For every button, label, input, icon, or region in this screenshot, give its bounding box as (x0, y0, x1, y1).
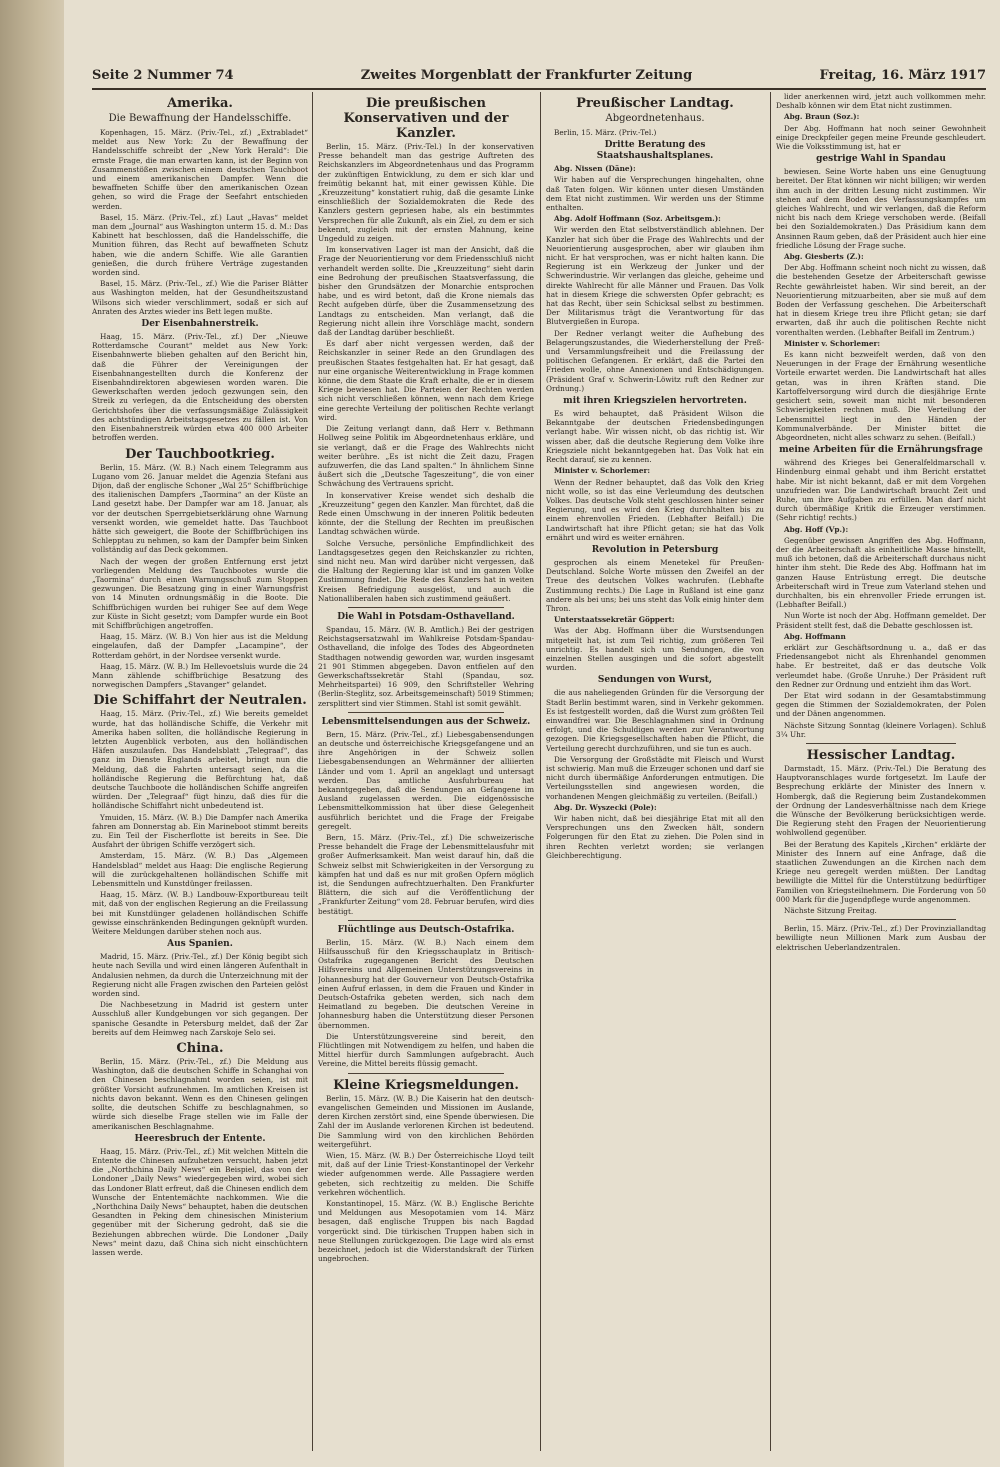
article-paragraph: Spandau, 15. März. (W. B. Amtlich.) Bei der gestrigen Reichstagsersatzwahl im Wahlkreise Potsdam-Spandau-Osthavelland, die infolge des Todes des Abgeordneten Stadthagen notwendig geworden war, wurden insgesamt 21 901 Stimmen abgegeben. Davon entfielen auf den Gewerkschaftssekretär Stahl (Spandau, soz. Mehrheitspartei) 16 909, den Schriftsteller Wehring (Berlin-Steglitz, soz. Arbeitsgemeinschaft) 5019 Stimmen; zersplittert sind vier Stimmen. Stahl ist somit gewählt. (318, 624, 534, 708)
speaker-label: Abg. Giesberts (Z.): (784, 252, 864, 262)
section-separator (806, 743, 956, 744)
section-separator (348, 607, 504, 608)
article-paragraph: Gegenüber gewissen Angriffen des Abg. Hoffmann, der die Arbeiterschaft als einheitliche Masse hinstellt, muß ich betonen, daß die Arbeiterschaft durchaus nicht hinter ihm steht. Die Rede des Abg. Hoffmann hat im ganzen Hause Entrüstung erregt. Die deutsche Arbeiterschaft wird in Treue zum Vaterland stehen und durchhalten, bis ein ehrenvoller Friede errungen ist. (Lebhafter Beifall.) (776, 535, 986, 610)
article-paragraph: Im konservativen Lager ist man der Ansicht, daß die Frage der Neuorientierung vor dem Friedensschluß nicht verhandelt werden sollte. Die „Kreuzzeitung“ sieht darin eine Bedrohung der preußischen Staatsverfassung, die bisher den Grundsätzen der Monarchie entsprochen habe, und es wird betont, daß die Krone niemals das Recht aufgeben dürfe, über die Zusammensetzung des Landtags zu entscheiden. Man verlangt, daß die Regierung nicht allein ihre Vorschläge macht, sondern daß der Landtag darüber beschließt. (318, 245, 534, 338)
article-paragraph: Berlin, 15. März. (W. B.) Nach einem dem Hilfsausschuß für den Kriegsschauplatz in Britisch-Ostafrika zugegangenen Bericht des Deutschen Hilfsvereins und Allgemeinen Unterstützungsvereins in Johannesburg hat der Gouverneur von Deutsch-Ostafrika einen Aufruf erlassen, in dem die Frauen und Kinder in Deutsch-Ostafrika gebeten werden, sich nach dem Heimatland zu begeben. Die deutschen Vereine in Johannesburg haben die Unterstützung dieser Personen übernommen. (318, 937, 534, 1030)
article-heading-amerika: Amerika. (167, 96, 233, 111)
article-paragraph: während des Krieges bei Generalfeldmarschall v. Hindenburg einmal gehabt und ihm Bericht erstattet habe. Mir ist nicht bekannt, daß er mit dem Vorgehen unzufrieden war. Die Landwirtschaft braucht Zeit und Ruhe, um ihre Aufgaben zu erfüllen. Man darf nicht durch übermäßige Kritik die Erzeuger verstimmen. (Sehr richtig! rechts.) (776, 458, 986, 523)
speaker-label: Abg. Hoff (Vp.): (784, 524, 849, 534)
article-paragraph: Berlin, 15. März. (Priv.-Tel., zf.) Der Provinziallandtag bewilligte neun Millionen Mark zum Ausbau der elektrischen Ueberlandzentralen. (776, 924, 986, 952)
article-paragraph: Die Unterstützungsvereine sind bereit, den Flüchtlingen mit Notwendigem zu helfen, und haben die Mittel hierfür durch Sammlungen aufgebracht. Auch Vereine, die Mittel bereits flüssig gemacht. (318, 1031, 534, 1069)
article-paragraph: Der Abg. Hoffmann scheint noch nicht zu wissen, daß die bestehenden Gesetze der Arbeiterschaft gewisse Rechte gewährleistet haben. Wir sind bereit, an der Neuorientierung mitzuarbeiten, aber sie muß auf dem Boden der Verfassung geschehen. Die Arbeiterschaft hat in diesem Kriege treu ihre Pflicht getan; sie darf erwarten, daß ihr auch die politischen Rechte nicht vorenthalten werden. (Lebhafter Beifall im Zentrum.) (776, 263, 986, 337)
article-heading-tauchbootkrieg: Der Tauchbootkrieg. (125, 446, 275, 462)
speaker-label: Abg. Braun (Soz.): (784, 112, 860, 122)
article-paragraph: Konstantinopel, 15. März. (W. B.) Englische Berichte und Meldungen aus Mesopotamien vom 14. März besagen, daß englische Truppen bis nach Bagdad vorgerückt sind. Die türkischen Truppen haben sich in neue Stellungen zurückgezogen. Die Lage wird als ernst bezeichnet, jedoch ist die Widerstandskraft der Türken ungebrochen. (318, 1198, 534, 1264)
article-paragraph: Haag, 15. März. (W. B.) Im Hellevoetsluis wurde die 24 Mann zählende schiffbrüchige Besatzung des norwegischen Dampfers „Stavanger“ gelandet. (92, 661, 308, 690)
article-heading-wahl: Die Wahl in Potsdam-Osthavelland. (337, 611, 515, 622)
article-subheading: Abgeordnetenhaus. (605, 113, 705, 124)
newspaper-page (64, 0, 1000, 1467)
article-paragraph: gesprochen als einem Menetekel für Preußen-Deutschland. Solche Worte müssen den Zweifel an der Treue des deutschen Volkes wachrufen. (Lebhafte Zustimmung rechts.) Die Lage in Rußland ist eine ganz andere als bei uns; bei uns steht das Volk einig hinter dem Thron. (546, 557, 764, 613)
article-paragraph: Die Versorgung der Großstädte mit Fleisch und Wurst ist schwierig. Man muß die Erzeuger schonen und darf sie nicht durch übermäßige Anforderungen entmutigen. Die Verteilungsstellen sind angewiesen worden, die vorhandenen Mengen gleichmäßig zu verteilen. (Beifall.) (546, 754, 764, 801)
article-paragraph: Haag, 15. März. (Priv.-Tel., zf.) Mit welchen Mitteln die Entente die Chinesen aufzuhetzen versucht, haben jetzt die „Northchina Daily News“ ein Beispiel, das von der Londoner „Daily News“ wiedergegeben wird, wobei sich das Londoner Blatt erfreut, daß die Chinesen endlich dem Wunsche der Ententemächte nachkommen. Wie die „Northchina Daily News“ behauptet, haben die deutschen Gesandten in Peking dem chinesischen Ministerium gegenüber mit der Sicherung gedroht, daß sie die Beziehungen abbrechen würde. Die Londoner „Daily News“ meint dazu, daß China sich nicht einschüchtern lassen werde. (92, 1146, 308, 1257)
column-divider (312, 92, 313, 1451)
article-paragraph: Wien, 15. März. (W. B.) Der Österreichische Lloyd teilt mit, daß auf der Linie Triest-Konstantinopel der Verkehr wieder aufgenommen werde. Alle Passagiere werden gebeten, sich rechtzeitig zu melden. Die Schiffe verkehren wöchentlich. (318, 1150, 534, 1197)
article-subheading: Die Bewaffnung der Handelsschiffe. (108, 113, 292, 124)
article-heading: Revolution in Petersburg (591, 544, 719, 555)
article-paragraph: Wir haben auf die Versprechungen hingehalten, ohne daß Taten folgen. Wir können unter diesen Umständen dem Etat nicht zustimmen. Wir werden uns der Stimme enthalten. (546, 175, 764, 213)
article-paragraph: Berlin, 15. März. (Priv.-Tel.) In der konservativen Presse behandelt man das gestrige Auftreten des Reichskanzlers im Abgeordnetenhaus und das Programm der zukünftigen Entwicklung, zu dem er sich klar und freimütig bekannt hat, mit einer gewissen Kühle. Die „Kreuzzeitung“ konstatiert ruhig, daß die gesamte Linke einschließlich der Sozialdemokraten die Rede des Kanzlers gestern gepriesen habe, als ein bestimmtes Versprechen für alle Zukunft, als ein Ziel, zu dem er sich bekennt, zugleich mit der ernsten Mahnung, keine Ungeduld zu zeigen. (318, 142, 534, 244)
article-heading-fluechtlinge: Flüchtlinge aus Deutsch-Ostafrika. (337, 924, 515, 935)
article-paragraph: Nun Worte ist noch der Abg. Hoffmann gemeldet. Der Präsident stellt fest, daß die Debatte geschlossen ist. (776, 611, 986, 630)
speaker-label: Abg. Nissen (Däne): (554, 164, 636, 174)
article-paragraph: Es wird behauptet, daß Präsident Wilson die Bekanntgabe der deutschen Friedensbedingungen verlangt habe. Wir wissen nicht, ob das richtig ist. Wir wissen aber, daß die deutsche Regierung dem Volke ihre Kriegsziele nicht bekanntgegeben hat. Das Volk hat ein Recht darauf, sie zu kennen. (546, 409, 764, 465)
column-divider (540, 92, 541, 1451)
header-page-number: Seite 2 Nummer 74 (92, 67, 234, 83)
article-paragraph: lider anerkennen wird, jetzt auch vollkommen mehr. Deshalb können wir dem Etat nicht zustimmen. (776, 92, 986, 111)
article-paragraph: In konservativer Kreise wendet sich deshalb die „Kreuzzeitung“ gegen den Kanzler. Man fürchtet, daß die Rede einen Umschwung in der inneren Politik bedeuten könnte, der die Stellung der Rechten im preußischen Landtag schwächen würde. (318, 490, 534, 537)
article-paragraph: die aus naheliegenden Gründen für die Versorgung der Stadt Berlin bestimmt waren, sind in Verkehr gekommen. Es ist festgestellt worden, daß die Wurst zum größten Teil einwandfrei war. Die Beschlagnahmen sind in Ordnung erfolgt, und die Schuldigen werden zur Verantwortung gezogen. Die Kriegsgesellschaften haben die Pflicht, die Verteilung gerecht durchzuführen, und sie tun es auch. (546, 688, 764, 753)
header-masthead: Zweites Morgenblatt der Frankfurter Zeitung (360, 67, 693, 83)
article-paragraph: Bei der Beratung des Kapitels „Kirchen“ erklärte der Minister des Innern auf eine Anfrage, daß die staatlichen Zuwendungen an die Kirchen nach dem Kriege neu geregelt werden müßten. Der Landtag bewilligte die Mittel für die Unterstützung bedürftiger Familien von Kriegsteilnehmern. Die Forderung von 50 000 Mark für die Jugendpflege wurde angenommen. (776, 839, 986, 904)
article-heading-hessen: Hessischer Landtag. (806, 748, 956, 763)
article-paragraph: Nächste Sitzung Sonntag (kleinere Vorlagen). Schluß 3¼ Uhr. (776, 720, 986, 739)
speaker-label: Minister v. Schorlemer: (784, 338, 881, 348)
article-heading: gestrige Wahl in Spandau (816, 154, 946, 165)
article-paragraph: Bern, 15. März. (Priv.-Tel., zf.) Die schweizerische Presse behandelt die Frage der Lebensmittelausfuhr mit großer Aufmerksamkeit. Man weist darauf hin, daß die Schweiz selbst mit Schwierigkeiten in der Versorgung zu kämpfen hat und daß es nur mit großen Opfern möglich ist, die Sendungen aufrechtzuerhalten. Den Frankfurter Blättern, die sich auf die Veröffentlichung der „Frankfurter Zeitung“ vom 28. Februar berufen, wird dies bestätigt. (318, 833, 534, 916)
article-paragraph: Berlin, 15. März. (W. B.) Nach einem Telegramm aus Lugano vom 26. Januar meldet die Agenzia Stefani aus Dijon, daß der englische Schoner „Wal 25“ Schiffbrüchige des italienischen Dampfers „Taormina“ an der Küste an Land gesetzt habe. Der Dampfer war am 18. Januar, als vor der deutschen Sperrgebietserklärung ohne Warnung versenkt worden, wie gemeldet hatte. Das Tauchboot hätte sich geweigert, die Boote der Schiffbrüchigen ins Schlepptau zu nehmen, so kam der Dampfer beim Sinken vollständig auf das Deck gekommen. (92, 462, 308, 555)
column-1 (92, 92, 308, 1451)
article-paragraph: Haag, 15. März. (Priv.-Tel., zf.) Wie bereits gemeldet wurde, hat das holländische Schiffe, die Verkehr mit Amerika haben sollten, die holländische Regierung in letzten Augenblick verboten, aus den holländischen Häfen auszulaufen. Das Handelsblatt „Telegraaf“, das ganz im Dienste Englands arbeitet, bringt nun die Meldung, daß die Fahrten untersagt seien, da die holländische Regierung die Befürchtung hat, daß deutsche Tauchboote die holländischen Schiffe angreifen würden. Der „Telegraaf“ fügt hinzu, daß dies für die holländische Schiffahrt nicht unbedeutend ist. (92, 709, 308, 811)
speaker-label: Abg. Dr. Wyszecki (Pole): (554, 802, 657, 812)
article-heading: mit ihren Kriegszielen hervortreten. (563, 396, 747, 407)
book-spine (0, 0, 64, 1467)
section-separator (348, 1073, 504, 1074)
article-paragraph: Haag, 15. März. (W. B.) Von hier aus ist die Meldung eingelaufen, daß der Dampfer „Lacampine“, der Rotterdam gehört, in der Nordsee versenkt wurde. (92, 632, 308, 660)
article-paragraph: Nach der wegen der großen Entfernung erst jetzt vorliegenden Meldung des Tauchbootes wurde die „Taormina“ durch einen Warnungsschuß zum Stoppen gezwungen. Die Besatzung ging in einer Warnungsfrist von 14 Minuten ordnungsmäßig in die Boote. Die Schiffbrüchigen wurden bei ruhiger See auf dem Wege zur Küste in Sicht gesetzt; vom Dampfer wurde ein Boot mit Schiffbrüchigen angetroffen. (92, 556, 308, 630)
article-heading-china: China. (176, 1041, 224, 1057)
speaker-label: Abg. Adolf Hoffmann (Soz. Arbeitsgem.): (554, 214, 721, 224)
article-paragraph: Darmstadt, 15. März. (Priv.-Tel.) Die Beratung des Hauptvoranschlages wurde fortgesetzt. Im Laufe der Besprechung erklärte der Minister des Innern v. Hombergk, daß die Regierung beim Zustandekommen der Ordnung der Landesverhältnisse nach dem Kriege die Wünsche der Bevölkerung berücksichtigen werde. Die Regierung steht den Fragen der Neuorientierung wohlwollend gegenüber. (776, 764, 986, 838)
article-heading-lebensmittel: Lebensmittelsendungen aus der Schweiz. (321, 716, 531, 727)
column-4 (776, 92, 986, 1451)
speaker-label: Abg. Hoffmann (784, 631, 846, 641)
article-paragraph: Berlin, 15. März. (Priv.-Tel., zf.) Die Meldung aus Washington, daß die deutschen Schiffe in Schanghai von den Chinesen beschlagnahmt worden seien, ist mit größter Vorsicht aufzunehmen. Im amtlichen Kreisen ist nichts davon bekannt. Wenn es den Chinesen gelingen sollte, die deutschen Schiffe zu beschlagnahmen, so würde sich dieselbe Frage stellen wie im Falle der amerikanischen Beschlagnahme. (92, 1057, 308, 1131)
article-heading: Aus Spanien. (167, 939, 233, 950)
article-paragraph: Berlin, 15. März. (W. B.) Die Kaiserin hat den deutsch-evangelischen Gemeinden und Missionen im Auslande, deren Kirchen zerstört sind, eine Spende überwiesen. Die Zahl der im Auslande verlorenen Kirchen ist bedeutend. Die Sammlung wird von den kirchlichen Behörden weitergeführt. (318, 1093, 534, 1149)
article-paragraph: Berlin, 15. März. (Priv.-Tel.) (554, 128, 657, 137)
article-paragraph: Der Abg. Hoffmann hat noch seiner Gewohnheit einige Dreckpfeiler gegen meine Freunde geschleudert. Wie die Volksstimmung ist, hat er (776, 123, 986, 152)
speaker-label: Minister v. Schorlemer: (554, 466, 651, 476)
article-heading: Der Eisenbahnerstreik. (141, 319, 259, 330)
article-heading: Heeresbruch der Entente. (134, 1133, 266, 1144)
section-separator (348, 920, 504, 921)
header-rule (92, 88, 986, 90)
article-paragraph: Basel, 15. März. (Priv.-Tel., zf.) Laut „Havas“ meldet man dem „Journal“ aus Washington unterm 15. d. M.: Das Kabinett hat beschlossen, daß die Handelsschiffe, die Munition führen, das Recht auf bewaffneten Schutz haben, wie die andern Schiffe. Wie alle Garantien genießen, die durch frühere Verträge zugestanden worden sind. (92, 212, 308, 278)
article-paragraph: Amsterdam, 15. März. (W. B.) Das „Algemeen Handelsblad“ meldet aus Haag: Die englische Regierung will die zurückgehaltenen holländischen Schiffe mit Lebensmitteln und Kunstdünger freilassen. (92, 851, 308, 889)
article-heading-kriegsmeldungen: Kleine Kriegsmeldungen. (333, 1077, 519, 1093)
speaker-label: Unterstaatssekretär Göppert: (554, 615, 675, 625)
article-paragraph: Was der Abg. Hoffmann über die Wurstsendungen mitgeteilt hat, ist zum Teil richtig, zum größeren Teil unrichtig. Es handelt sich um Sendungen, die von einzelnen Stellen ausgingen und die sofort abgestellt wurden. (546, 626, 764, 673)
article-paragraph: Wir haben nicht, daß bei diesjährige Etat mit all den Versprechungen uns den Zwecken hält, sondern Folgerungen für den Etat zu ziehen. Die Polen sind in ihren Rechten verletzt worden; sie verlangen Gleichberechtigung. (546, 814, 764, 860)
article-heading-landtag: Preußischer Landtag. (576, 96, 734, 111)
article-paragraph: Bern, 15. März. (Priv.-Tel., zf.) Liebesgabensendungen an deutsche und österreichische Kriegsgefangene und an ihre Angehörigen in der Schweiz sollen Liebesgabensendungen an Wehrmänner der alliierten Länder und vom 1. April an angeklagt und untersagt werden. Das amtliche Ausfuhrbureau hat bekanntgegeben, daß die Sendungen an Gefangene im Ausland zugelassen werden. Die eidgenössische Lebensmittelkommission hat über diese Gelegenheit ausführlich berichtet und die Frage der Freigabe geregelt. (318, 729, 534, 831)
article-paragraph: Haag, 15. März. (Priv.-Tel., zf.) Der „Nieuwe Rotterdamsche Courant“ meldet aus New York: Eisenbahnwerte blieben gehalten auf den Bericht hin, daß die Führer der Vereinigungen der Eisenbahnangestellten durch die Konferenz der Eisenbahndirektoren abgewiesen worden waren. Die Gewerkschaften werden jedoch gezwungen sein, den Streik zu verlegen, da die Entscheidung des obersten Gerichtshofes über die verfassungsmäßige Zulässigkeit des achtstündigen Arbeitstagsgesetzes zu fällen ist. Von den Eisenbahnerstreik würden etwa 400 000 Arbeiter betroffen werden. (92, 332, 308, 443)
article-paragraph: Haag, 15. März. (W. B.) Landbouw-Exportbureau teilt mit, daß von der englischen Regierung an die Freilassung bei mit Kunstdünger geladenen holländischen Schiffe gewisse einschränkenden Bedingungen geknüpft wurden. Weitere Meldungen darüber stehen noch aus. (92, 890, 308, 937)
section-separator (348, 712, 504, 713)
column-2 (318, 92, 534, 1451)
article-paragraph: Basel, 15. März. (Priv.-Tel., zf.) Wie die Pariser Blätter aus Washington melden, hat der Gesundheitszustand Wilsons sich wieder verschlimmert, sodaß er sich auf Anraten des Arztes wieder ins Bett legen mußte. (92, 279, 308, 316)
article-paragraph: Der Etat wird sodann in der Gesamtabstimmung gegen die Stimmen der Sozialdemokraten, der Polen und der Dänen angenommen. (776, 690, 986, 719)
article-paragraph: Solche Versuche, persönliche Empfindlichkeit des Landtagsgesetzes gegen den Reichskanzler zu richten, sind nicht neu. Man wird darüber nicht vergessen, daß die Haltung der Regierung klar ist und im ganzen Volke Zustimmung findet. Die Rede des Kanzlers hat in weiten Kreisen Befriedigung ausgelöst, und auch die Nationalliberalen haben sich zustimmend geäußert. (318, 538, 534, 603)
section-separator (806, 919, 956, 920)
article-paragraph: Kopenhagen, 15. März. (Priv.-Tel., zf.) „Extrabladet“ meldet aus New York: Zu der Bewaffnung der Handelsschiffe schreibt der „New York Herald“: Die ernste Frage, die man erwarten kann, ist der Beginn von Zusammenstößen zwischen einem deutschen Tauchboot und einem amerikanischen Dampfer. Wenn die bewaffneten Schiffe über den amerikanischen Ozean gehen, so wird die Frage der Seefahrt entschieden werden. (92, 128, 308, 211)
article-paragraph: bewiesen. Seine Worte haben uns eine Genugtuung bereitet. Der Etat können wir nicht billigen; wir werden ihm auch in der dritten Lesung nicht zustimmen. Wir stehen auf dem Boden des Verfassungskampfes um gleiches Wahlrecht, und wir verlangen, daß die Reform nicht bis nach dem Kriege verschoben werde. (Beifall bei den Sozialdemokraten.) Das Präsidium kann dem Ansinnen Raum geben, daß der Präsident auch hier eine friedliche Lösung der Frage suche. (776, 167, 986, 250)
article-heading: Dritte Beratung des Staatshaushaltsplanes. (596, 140, 714, 162)
article-heading: Sendungen von Wurst, (597, 675, 713, 686)
article-heading-schiffahrt: Die Schiffahrt der Neutralen. (93, 693, 307, 709)
article-paragraph: Es kann nicht bezweifelt werden, daß von den Neuerungen in der Frage der Ernährung wesentliche Vorteile erwartet werden. Die Landwirtschaft hat alles getan, was in ihren Kräften stand. Die Kartoffelversorgung wird durch die diesjährige Ernte gesichert sein, soweit man nicht mit besonderen Schwierigkeiten rechnen muß. Die Verteilung der Lebensmittel liegt in den Händen der Kommunalverbände. Der Minister bittet die Abgeordneten, nicht alles schwarz zu sehen. (Beifall.) (776, 350, 986, 442)
article-heading-konservative: Die preußischen Konservativen und der Kanzler. (343, 96, 509, 141)
article-paragraph: Nächste Sitzung Freitag. (784, 906, 877, 916)
article-paragraph: Ymuiden, 15. März. (W. B.) Die Dampfer nach Amerika fahren am Donnerstag ab. Ein Marineboot stimmt bereits zu. Ein Teil der Fischerflotte ist bereits in See. Die Ausfahrt der übrigen Schiffe verzögert sich. (92, 812, 308, 850)
article-paragraph: Wir werden den Etat selbstverständlich ablehnen. Der Kanzler hat sich über die Frage des Wahlrechts und der Neuorientierung ausgesprochen, aber wir glauben ihm nicht. Er hat versprochen, was er nicht halten kann. Die Regierung ist ein Werkzeug der Junker und der Schwerindustrie. Wir verlangen das gleiche, geheime und direkte Wahlrecht für alle Männer und Frauen. Das Volk hat in diesem Kriege die schwersten Opfer gebracht; es hat das Recht, über sein Schicksal selbst zu bestimmen. Der Militarismus trägt die Verantwortung für das Blutvergießen in Europa. (546, 225, 764, 327)
article-paragraph: Wenn der Redner behauptet, daß das Volk den Krieg nicht wolle, so ist das eine Verleumdung des deutschen Volkes. Das deutsche Volk steht geschlossen hinter seiner Regierung, und es wird den Krieg durchhalten bis zu einem ehrenvollen Frieden. (Lebhafter Beifall.) Die Landwirtschaft hat ihre Pflicht getan; sie hat das Volk ernährt und wird es weiter ernähren. (546, 477, 764, 542)
article-paragraph: Der Redner verlangt weiter die Aufhebung des Belagerungszustandes, die Wiederherstellung der Preß- und Versammlungsfreiheit und die Freilassung der politischen Gefangenen. Er erklärt, daß die Partei den Frieden wolle, ohne Annexionen und Entschädigungen. (Präsident Graf v. Schwerin-Löwitz ruft den Redner zur Ordnung.) (546, 328, 764, 393)
column-3 (546, 92, 764, 1451)
article-paragraph: Die Zeitung verlangt dann, daß Herr v. Bethmann Hollweg seine Politik im Abgeordnetenhaus erkläre, und sie verlangt, daß er die Frage des Wahlrechts nicht weiter berühre. „Es ist nicht die Zeit dazu, Fragen aufzuwerfen, die das Land spalten.“ In ähnlichem Sinne äußert sich die „Deutsche Tageszeitung“, die von einer Schwächung des Vertrauens spricht. (318, 424, 534, 489)
article-paragraph: Die Nachbesetzung in Madrid ist gestern unter Ausschluß aller Kundgebungen vor sich gegangen. Der spanische Gesandte in Petersburg meldet, daß der Zar bereits auf dem Heimweg nach Zarskoje Selo sei. (92, 1000, 308, 1037)
page-header (92, 64, 986, 86)
column-divider (770, 92, 771, 1451)
article-paragraph: Es darf aber nicht vergessen werden, daß der Reichskanzler in seiner Rede an den Grundlagen des preußischen Staates festgehalten hat. Er hat gesagt, daß nur eine organische Weiterentwicklung in Frage kommen könne, die dem Staate die Kraft erhalte, die er in diesem Kriege bewiesen hat. Die Parteien der Rechten werden sich nicht verschließen können, wenn nach dem Kriege eine gerechte Verteilung der politischen Rechte verlangt wird. (318, 339, 534, 422)
article-paragraph: erklärt zur Geschäftsordnung u. a., daß er das Friedensangebot nicht als Ehrenhandel genommen habe. Er bestreitet, daß er das deutsche Volk verleumdet habe. (Große Unruhe.) Der Präsident ruft den Redner zur Ordnung und entzieht ihm das Wort. (776, 642, 986, 689)
article-paragraph: Madrid, 15. März. (Priv.-Tel., zf.) Der König begibt sich heute nach Sevilla und wird einen längeren Aufenthalt in Andalusien nehmen, da durch die Unterzeichnung mit der Regierung nicht alle Fragen zwischen den Parteien gelöst worden sind. (92, 952, 308, 999)
header-date: Freitag, 16. März 1917 (819, 67, 986, 83)
article-heading: meine Arbeiten für die Ernährungsfrage (779, 445, 983, 456)
